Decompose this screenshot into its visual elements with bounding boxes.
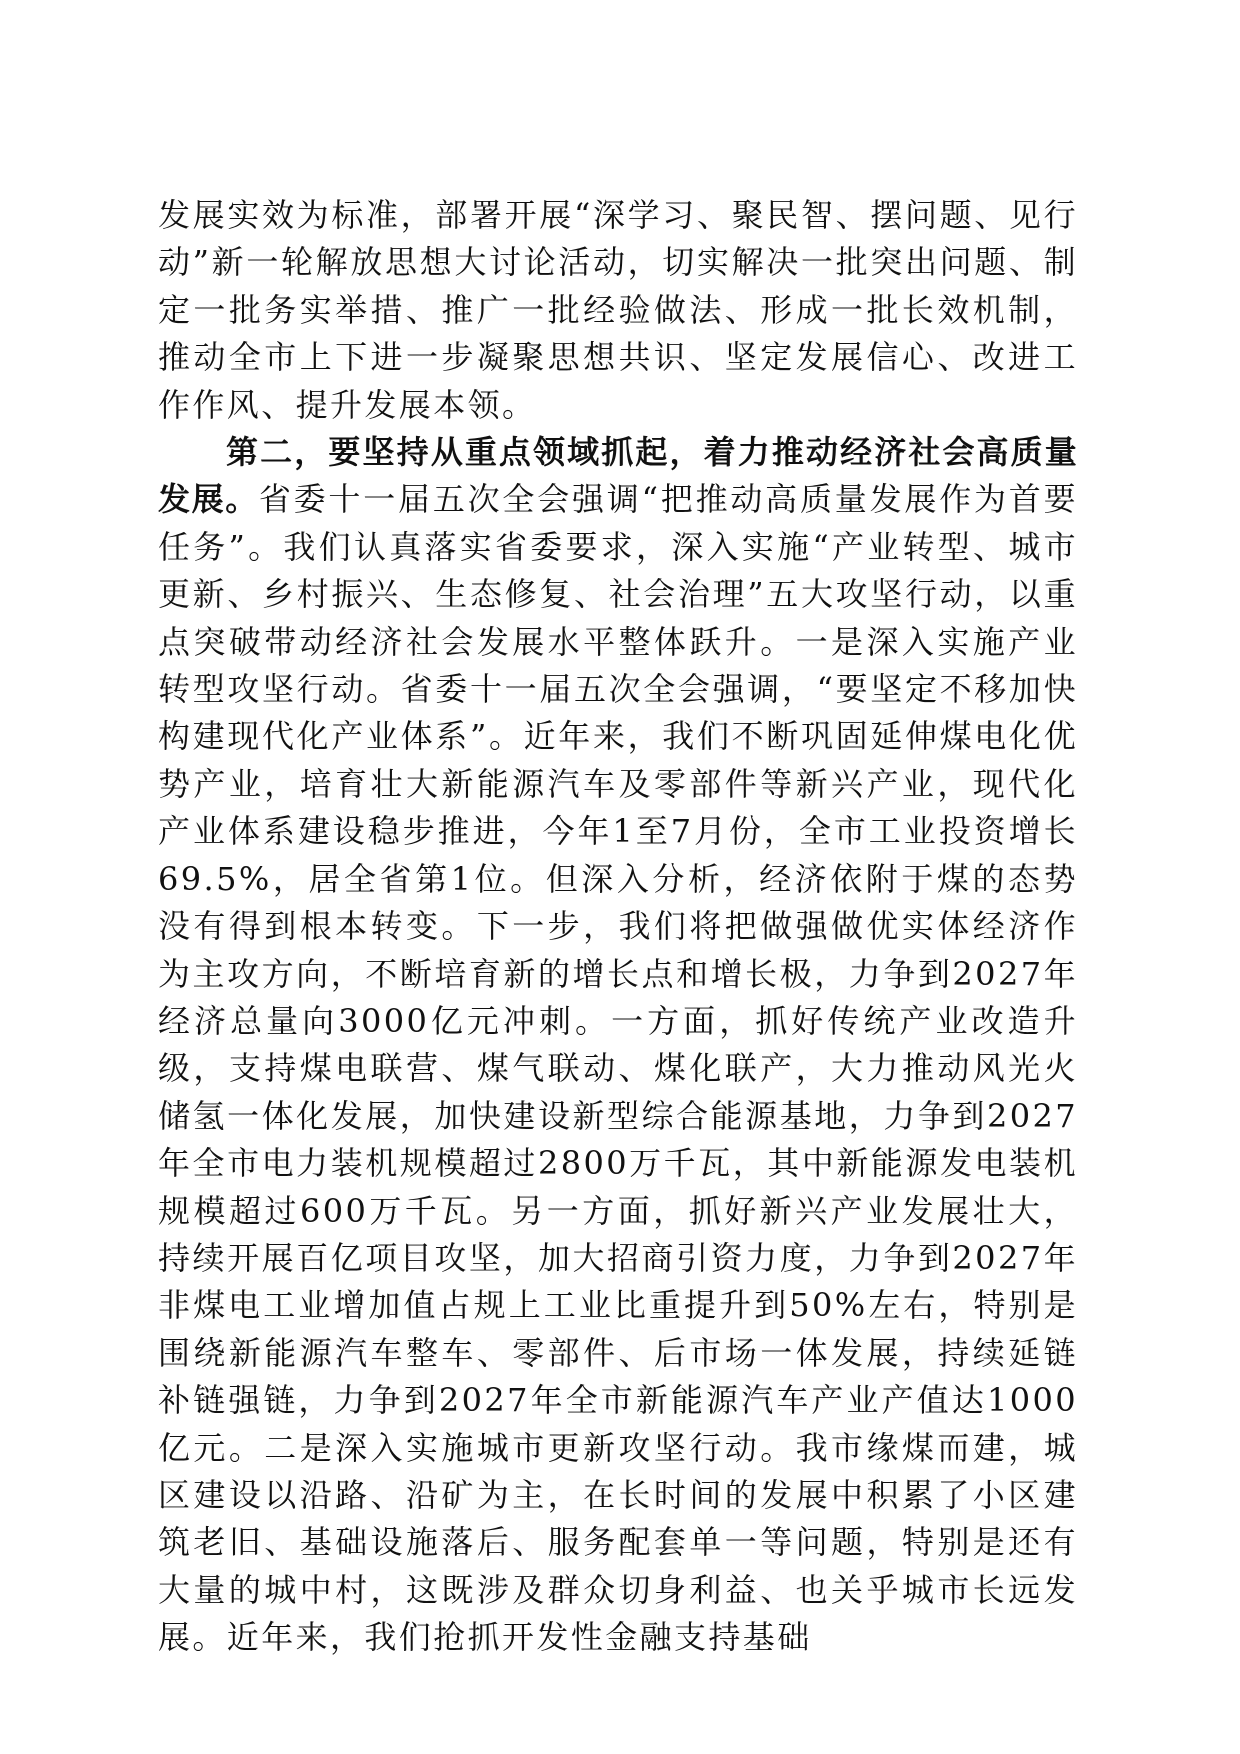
paragraph-text: 发展实效为标准，部署开展“深学习、聚民智、摆问题、见行动”新一轮解放思想大讨论活动，切实解决一批突出问题、制定一批务实举措、推广一批经验做法、形成一批长效机制，推动全市上下进一步凝聚思想共识、坚定发展信心、改进工作作风、提升发展本领。 (158, 196, 1078, 424)
document-page (158, 192, 1078, 1662)
paragraph-text: 省委十一届五次全会强调“把推动高质量发展作为首要任务”。我们认真落实省委要求，深入实施“产业转型、城市更新、乡村振兴、生态修复、社会治理”五大攻坚行动，以重点突破带动经济社会发展水平整体跃升。一是深入实施产业转型攻坚行动。省委十一届五次全会强调，“要坚定不移加快构建现代化产业体系”。近年来，我们不断巩固延伸煤电化优势产业，培育壮大新能源汽车及零部件等新兴产业，现代化产业体系建设稳步推进，今年1至7月份，全市工业投资增长69.5%，居全省第1位。但深入分析，经济依附于煤的态势没有得到根本转变。下一步，我们将把做强做优实体经济作为主攻方向，不断培育新的增长点和增长极，力争到2027年经济总量向3000亿元冲刺。一方面，抓好传统产业改造升级，支持煤电联营、煤气联动、煤化联产，大力推动风光火储氢一体化发展，加快建设新型综合能源基地，力争到2027年全市电力装机规模超过2800万千瓦，其中新能源发电装机规模超过600万千瓦。另一方面，抓好新兴产业发展壮大，持续开展百亿项目攻坚，加大招商引资力度，力争到2027年非煤电工业增加值占规上工业比重提升到50%左右，特别是围绕新能源汽车整车、零部件、后市场一体发展，持续延链补链强链，力争到2027年全市新能源汽车产业产值达1000亿元。二是深入实施城市更新攻坚行动。我市缘煤而建，城区建设以沿路、沿矿为主，在长时间的发展中积累了小区建筑老旧、基础设施落后、服务配套单一等问题，特别是还有大量的城中村，这既涉及群众切身利益、也关乎城市长远发展。近年来，我们抢抓开发性金融支持基础 (158, 480, 1078, 1657)
paragraph-continuation (158, 192, 1078, 429)
paragraph-lead-heading: 第二，要坚持从重点领域抓起，着力推动经济社会高质量发展。 (158, 433, 1078, 519)
paragraph-second-point (158, 429, 1078, 1662)
